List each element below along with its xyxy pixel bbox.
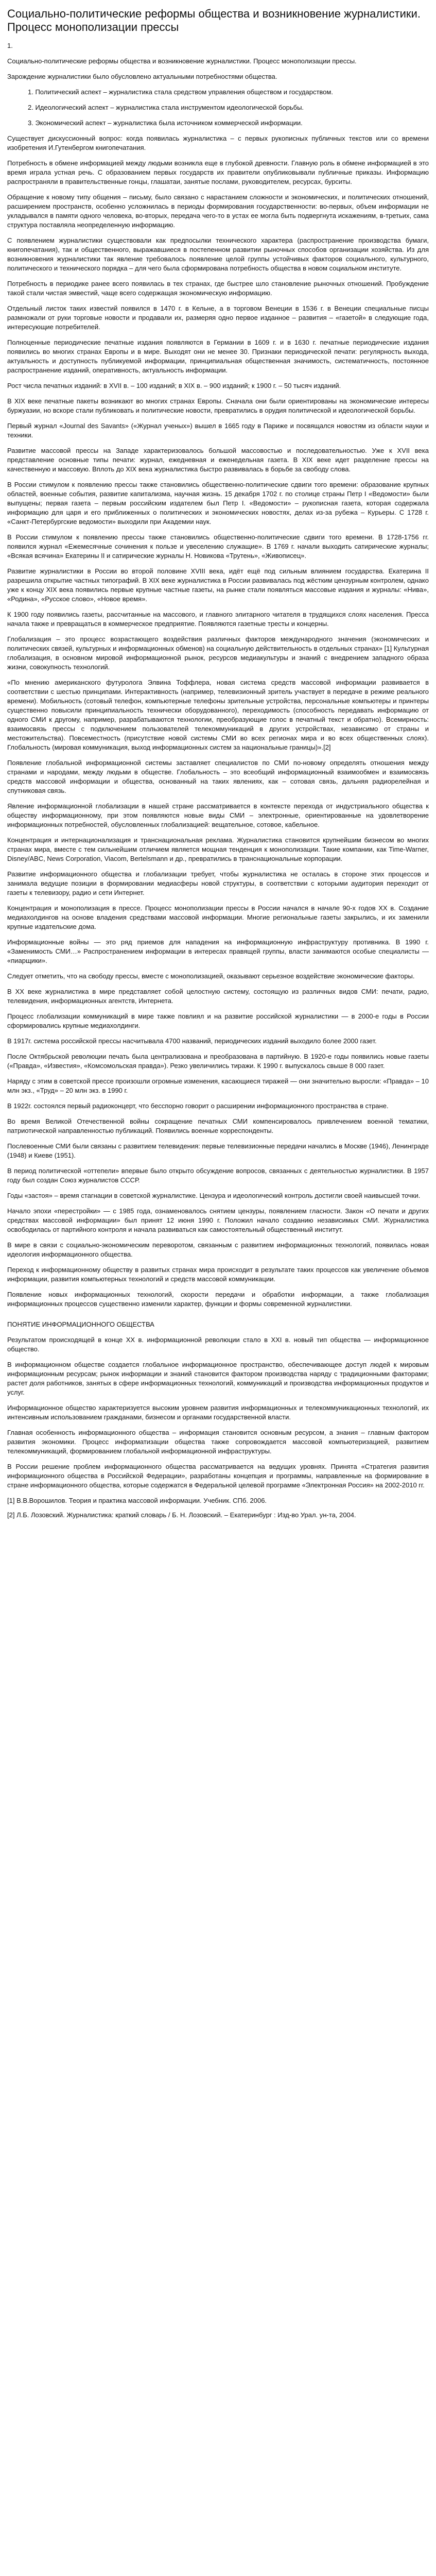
body-paragraph: Во время Великой Отечественной войны сокращение печатных СМИ компенсировалось привлечением военной тематики, патриотической направленностью публикаций. Появились военные корреспонденты. (7, 1117, 429, 1134)
page-title: Социально-политические реформы общества и возникновение журналистики. Процесс монополизации прессы (7, 7, 421, 33)
body-paragraph: Развитие массовой прессы на Западе характеризовалось большой массовостью и последовательностью. Уже к XVII века представление основные типы печати: журнал, ежедневная и еженедельная газета. В XIX веке идет разделение прессы на качественную и массовую. Вплоть до XIX века журналистика быстро развивалась в борьбе за свободу слова. (7, 447, 429, 473)
body-paragraph: Развитие журналистики в России во второй половине XVIII века, идёт ещё под сильным влиянием государства. Екатерина II разрешила открытие частных типографий. В XIX веке журналистика в России развивалась под жёстким цензурным контролем, однако уже к концу XIX века появились первые крупные частные газеты, на рынке стали появляться массовые издания и журналы: «Нива», «Родина», «Русское слово», «Новое время». (7, 567, 429, 603)
body-paragraph: Процесс глобализации коммуникаций в мире также повлиял и на развитие российской журналистики — в 2000-е годы в России сформировались крупные медиахолдинги. (7, 1012, 429, 1029)
body-paragraph: Результатом происходящей в конце XX в. информационной революции стало в XXI в. новый тип общества — информационное общество. (7, 1336, 429, 1353)
body-paragraph: В XIX веке печатные пакеты возникают во многих странах Европы. Сначала они были ориентированы на экономические интересы буржуазии, но вскоре стали публиковать и политические новости, превратились в орудия политической и идеологической борьбы. (7, 397, 429, 414)
body-paragraph: В информационном обществе создается глобальное информационное пространство, обеспечивающее доступ людей к мировым информационным ресурсам; рынок информации и знаний становится фактором производства наряду с традиционными факторами; растет доля работников, занятых в сфере информационных технологий, коммуникаций и производства информационных продуктов и услуг. (7, 1361, 429, 1396)
aspect-item: 3. Экономический аспект – журналистика была источником коммерческой информации. (28, 119, 303, 127)
body-paragraph: После Октябрьской революции печать была централизована и преобразована в партийную. В 1920-е годы появились новые газеты («Правда», «Известия», «Комсомольская правда»). Резко увеличились тиражи. К 1990 г. выпускалось свыше 8 000 газет. (7, 1053, 429, 1070)
body-paragraph: В 1917г. система российской прессы насчитывала 4700 названий, периодических изданий выходило более 2000 газет. (7, 1037, 377, 1045)
body-paragraph: Потребность в периодике ранее всего появилась в тех странах, где быстрее шло становление рыночных отношений. Пробуждение такой стали чистая эмвестий, чаще всего содержащая экономическую информацию. (7, 280, 429, 297)
references (7, 1496, 429, 1520)
body-paragraph: К 1900 году появились газеты, рассчитанные на массового, и главного элитарного читателя в трудящихся слоях населения. Пресса начала также и превращаться в коммерческое предприятие. Появляются газетные тресты и концерны. (7, 611, 429, 628)
body-paragraph: Глобализация – это процесс возрастающего воздействия различных факторов международного значения (экономических и политических связей, культурных и информационных обменов) на социальную действительность в отдельных странах» [1] Культурная глобализация, в основном мировой информационной рынок, ресурсов медиакультуры и знаний с внедрением западного образа жизни, совокупность технологий. (7, 635, 429, 671)
body-paragraph: В XX веке журналистика в мире представляет собой целостную систему, состоящую из различных видов СМИ: печати, радио, телевидения, информационных агентств, Интернета. (7, 988, 429, 1005)
body-paragraph: Информационное общество характеризуется высоким уровнем развития информационных и телекоммуникационных технологий, их интенсивным использованием гражданами, бизнесом и органами государственной власти. (7, 1404, 429, 1421)
body-paragraph: Первый журнал «Journal des Savants» («Журнал ученых») вышел в 1665 году в Париже и посвящался новостям из области науки и техники. (7, 422, 429, 439)
body-paragraph: В 1922г. состоялся первый радиоконцерт, что бесспорно говорит о расширении информационного пространства в стране. (7, 1102, 389, 1110)
aspect-item: 2. Идеологический аспект – журналистика стала инструментом идеологической борьбы. (28, 104, 304, 111)
body-paragraph: Следует отметить, что на свободу прессы, вместе с монополизацией, оказывают серьезное воздействие экономические факторы. (7, 972, 415, 980)
birth-paragraph: Зарождение журналистики было обусловлено актуальными потребностями общества. (7, 73, 277, 80)
body-paragraph: В период политической «оттепели» впервые было открыто обсуждение вопросов, связанных с деятельностью журналистики. В 1957 году был создан Союз журналистов СССР. (7, 1167, 429, 1184)
body-paragraph: С появлением журналистики существовали как предпосылки технического характера (распространение производства бумаги, книгопечатания), так и общественного, выражавшиеся в постепенном развитии рыночных способов организации хозяйства. Из для возникновения журналистики так явление требовалось появление целой группы устойчивых факторов социального, культурного, политического и технического порядка – для чего была сформирована потребность общества в новом социальном институте. (7, 236, 429, 272)
body-paragraph: Послевоенные СМИ были связаны с развитием телевидения: первые телевизионные передачи начались в Москве (1946), Ленинграде (1948) и Киеве (1951). (7, 1142, 429, 1159)
body-paragraph: Информационные войны — это ряд приемов для нападения на информационную инфраструктуру противника. В 1990 г. «Заменимость СМИ…» Распространением информации в интересах правящей группы, власти занимаются особые специалисты — «пиарщики». (7, 938, 429, 964)
body-paragraph: Концентрация и интернационализация и транснациональная реклама. Журналистика становится крупнейшим бизнесом во многих странах мира, вместе с тем сильнейшим отличием является мощная тенденция к монополизации. Такие компании, как Time-Warner, Disney/ABC, News Corporation, Viacom, Bertelsmann и др., превратились в транснациональные корпорации. (7, 836, 429, 862)
aspect-item: 1. Политический аспект – журналистика стала средством управления обществом и государством. (28, 88, 333, 96)
section-number: 1. (7, 42, 13, 49)
body-paragraph: Наряду с этим в советской прессе произошли огромные изменения, касающиеся тиражей — они значительно выросли: «Правда» – 10 млн экз., «Труд» – 20 млн экз. в 1990 г. (7, 1077, 429, 1094)
intro-paragraph: Социально-политические реформы общества и возникновение журналистики. Процесс монополизации прессы. (7, 57, 357, 65)
body-paragraph: Переход к информационному обществу в развитых странах мира происходит в результате таких процессов как увеличение объемов информации, развития компьютерных технологий и средств массовой коммуникации. (7, 1266, 429, 1283)
body-paragraph: Появление глобальной информационной системы заставляет специалистов по СМИ по-новому определять отношения между странами и народами, между людьми в обществе. Глобальность – это всеобщий информационный взаимообмен и взаимосвязь средств массовой информации и общества, основанный на таких явлениях, как – сотовая связь, дальняя радиорелейная и спутниковая связь. (7, 759, 429, 794)
body-paragraph: Потребность в обмене информацией между людьми возникла еще в глубокой древности. Главную роль в обмене информацией в это время играла устная речь. С образованием первых государств их правители опубликовывали публичные приказы. Информацию распространяли в правительственные гонцы, глашатаи, занятые послами, руководителем, ресурсах, бурситы. (7, 159, 429, 185)
body-paragraph: В России решение проблем информационного общества рассматривается на ведущих уровнях. Принята «Стратегия развития информационного общества в Российской Федерации», разработаны концепция и программы, направленные на формирование в стране информационного общества, которые содержатся в Федеральной целевой программе «Электронная Россия» на 2002-2010 гг. (7, 1463, 429, 1489)
body-paragraph: Явление информационной глобализации в нашей стране рассматривается в контексте перехода от индустриального общества к обществу информационному, при этом появляются новые виды СМИ – электронные, ориентированные на удовлетворение информационных потребностей, обусловленных глобализацией: вещательное, сотовое, кабельное. (7, 802, 429, 828)
reference-item: [1] В.В.Ворошилов. Теория и практика массовой информации. Учебник. СПб. 2006. (7, 1497, 267, 1504)
body-paragraph: Полноценные периодические печатные издания появляются в Германии в 1609 г. и в 1630 г. печатные периодические издания появились во многих странах Европы и в мире. Выходят они не менее 30. Признаки периодической печати: регулярность выхода, актуальность и доступность публикуемой информации, принципиальная общественная значимость, систематичность, постоянное распространение изданий, оперативность, актуальность информации. (7, 338, 429, 374)
body-paragraph: Существует дискуссионный вопрос: когда появилась журналистика – с первых рукописных публичных текстов или со времени изобретения И.Гутенбергом книгопечатания. (7, 134, 429, 151)
body-paragraph: Годы «застоя» – время стагнации в советской журналистике. Цензура и идеологический контроль достигли своей наивысшей точки. (7, 1192, 421, 1199)
body-paragraph: Концентрация и монополизация в прессе. Процесс монополизации прессы в России начался в начале 90-х годов XX в. Создание медиахолдингов на основе владения средствами массовой информации. Многие региональные газеты закрылись, и их заменили крупные издательские дома. (7, 904, 429, 930)
body-paragraph: В мире в связи с социально-экономическим переворотом, связанным с развитием информационных технологий, появилась новая идеология информационного общества. (7, 1241, 429, 1258)
body-paragraph: Появление новых информационных технологий, скорости передачи и обработки информации, а также глобализация информационных процессов существенно изменили характер, функции и формы современной журналистики. (7, 1291, 429, 1308)
body-paragraph: Отдельный листок таких известий появился в 1470 г. в Кельне, а в торговом Венеции в 1536 г. в Венеции специальные писцы размножали от руки торговые новости и продавали их, размеряя одно первое изданное – развития – «газетой» в следующие года, интересующие потребителей. (7, 304, 429, 331)
body-paragraph: В России стимулом к появлению прессы также становились общественно-политические сдвиги того времени: образование крупных областей, военные события, развитие капитализма, научная жизнь. 15 декабря 1702 г. по столице страны Петр I «Ведомости» были выпущены; первая газета – первым российским издателем был Петр I. «Ведомости» – рукописная газета, которая содержала информацию для царя и его приближенных о политических и экономических новостях, делах из-за рубежа – Курьеры. С 1728 г. «Санкт-Петербургские ведомости» выходили при Академии наук. (7, 481, 429, 526)
reference-item: [2] Л.Б. Лозовский. Журналистика: краткий словарь / Б. Н. Лозовский. – Екатеринбург : Изд-во Урал. ун-та, 2004. (7, 1511, 356, 1519)
body-paragraph: Главная особенность информационного общества – информация становится основным ресурсом, а знания – главным фактором развития экономики. Процесс информатизации общества также сопровождается массовой компьютеризацией, развитием телекоммуникаций, формированием глобальной информационной инфраструктуры. (7, 1429, 429, 1455)
body-paragraph: В России стимулом к появлению прессы также становились общественно-политические сдвиги того времени. В 1728-1756 гг. появился журнал «Ежемесячные сочинения к пользе и увеселению служащие». В 1769 г. начали выходить сатирические журналы; «Всякая всячина» Екатерины II и сатирические журналы Н. Новикова «Трутень», «Живописец». (7, 533, 429, 560)
section-heading: ПОНЯТИЕ ИНФОРМАЦИОННОГО ОБЩЕСТВА (7, 1320, 154, 1328)
body-paragraph: «По мнению американского футуролога Элвина Тоффлера, новая система средств массовой информации развивается в соответствии с шестью принципами. Интерактивность (например, телевизионный зритель участвует в передаче в режиме реального времени). Мобильность (сотовый телефон, компьютерные телефоны зрительные устройства, персональные компьютеры и принтеры существенно повысили принципиальность технически оборудованного), переходимость (способность передавать информацию от одного СМИ к другому, например, разрабатываются технологии, преобразующие голос в печатный текст и обратно). Всемирность: взаимосвязь прессы с подключением пользователей телекоммуникаций в других устройствах, независимо от страны и местожительства). Повсеместность (присутствие новой системы СМИ во всех регионах мира и во всех общественных слоях). Глобальность (мировая коммуникация, выход информационных систем за национальные границы)».[2] (7, 679, 429, 751)
body-paragraph: Начало эпохи «перестройки» — с 1985 года, ознаменовалось снятием цензуры, появлением гласности. Закон «О печати и других средствах массовой информации» был принят 12 июня 1990 г. Положил начало созданию независимых СМИ. Журналистика освободилась от партийного контроля и начала развиваться как самостоятельный общественный институт. (7, 1207, 429, 1233)
body-paragraph: Развитие информационного общества и глобализации требует, чтобы журналистика не осталась в стороне этих процессов и занимала ведущие позиции в формировании медиасферы новой структуры, в соответствии с которыми аудитория переходит от газеты к телевизору, радио и сети Интернет. (7, 870, 429, 896)
body-paragraph: Рост числа печатных изданий: в XVII в. – 100 изданий; в XIX в. – 900 изданий; к 1900 г. – 50 тысяч изданий. (7, 382, 341, 389)
body-paragraph: Обращение к новому типу общения – письму, было связано с нарастанием сложности и экономических, и политических отношений, расширением пространств, особенно усложнилась в периоды формирования государственности: во-первых, объем информации не укладывался в памяти одного человека, во-вторых, передача чего-то в устах ее могла быть подвергнута искажениям, в-третьих, сама структура поставляла неопределенную информацию. (7, 193, 429, 229)
